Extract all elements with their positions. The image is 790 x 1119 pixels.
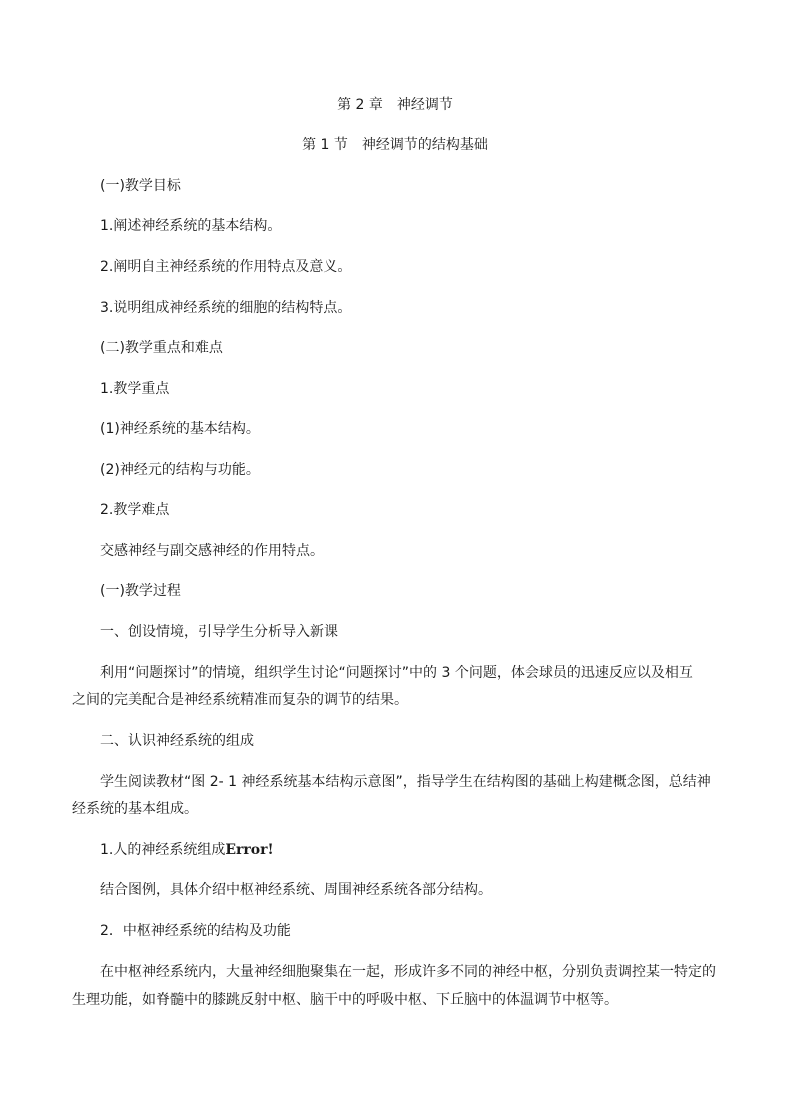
step-2-text-line-1: 学生阅读教材“图 2- 1 神经系统基本结构示意图”，指导学生在结构图的基础上构建概念图，总结神 (100, 774, 711, 790)
step-1-heading: 一、创设情境，引导学生分析导入新课 (100, 624, 338, 640)
section-title: 第 1 节 神经调节的结构基础 (302, 137, 488, 153)
step-1-text-line-1: 利用“问题探讨”的情境，组织学生讨论“问题探讨”中的 3 个问题，体会球员的迅速反应以及相互 (100, 665, 693, 681)
chapter-title: 第 2 章 神经调节 (337, 97, 453, 113)
composition-text: 结合图例，具体介绍中枢神经系统、周围神经系统各部分结构。 (100, 882, 492, 898)
key-point-1: (1)神经系统的基本结构。 (100, 421, 260, 437)
heading-objectives: (一)教学目标 (100, 178, 181, 194)
step-2-heading: 二、认识神经系统的组成 (100, 733, 254, 749)
step-1-text-line-2: 之间的完美配合是神经系统精准而复杂的调节的结果。 (72, 692, 408, 708)
objective-1: 1.阐述神经系统的基本结构。 (100, 218, 282, 234)
objective-3: 3.说明组成神经系统的细胞的结构特点。 (100, 300, 352, 316)
error-text: Error! (225, 842, 274, 858)
subheading-text: 1.人的神经系统组成 (100, 842, 226, 858)
objective-2: 2.阐明自主神经系统的作用特点及意义。 (100, 259, 352, 275)
subheading-nervous-system-composition (100, 840, 274, 860)
difficulty-label: 2.教学难点 (100, 502, 170, 518)
heading-process: (一)教学过程 (100, 583, 181, 599)
step-2-text-line-2: 经系统的基本组成。 (72, 801, 198, 817)
key-point-2: (2)神经元的结构与功能。 (100, 462, 260, 478)
key-points-label: 1.教学重点 (100, 381, 170, 397)
heading-key-points: (二)教学重点和难点 (100, 340, 223, 356)
cns-text-line-2: 生理功能，如脊髓中的膝跳反射中枢、脑干中的呼吸中枢、下丘脑中的体温调节中枢等。 (72, 992, 618, 1008)
subheading-cns: 2．中枢神经系统的结构及功能 (100, 923, 291, 939)
difficulty-text: 交感神经与副交感神经的作用特点。 (100, 543, 324, 559)
cns-text-line-1: 在中枢神经系统内，大量神经细胞聚集在一起，形成许多不同的神经中枢，分别负责调控某一特定的 (100, 964, 716, 980)
